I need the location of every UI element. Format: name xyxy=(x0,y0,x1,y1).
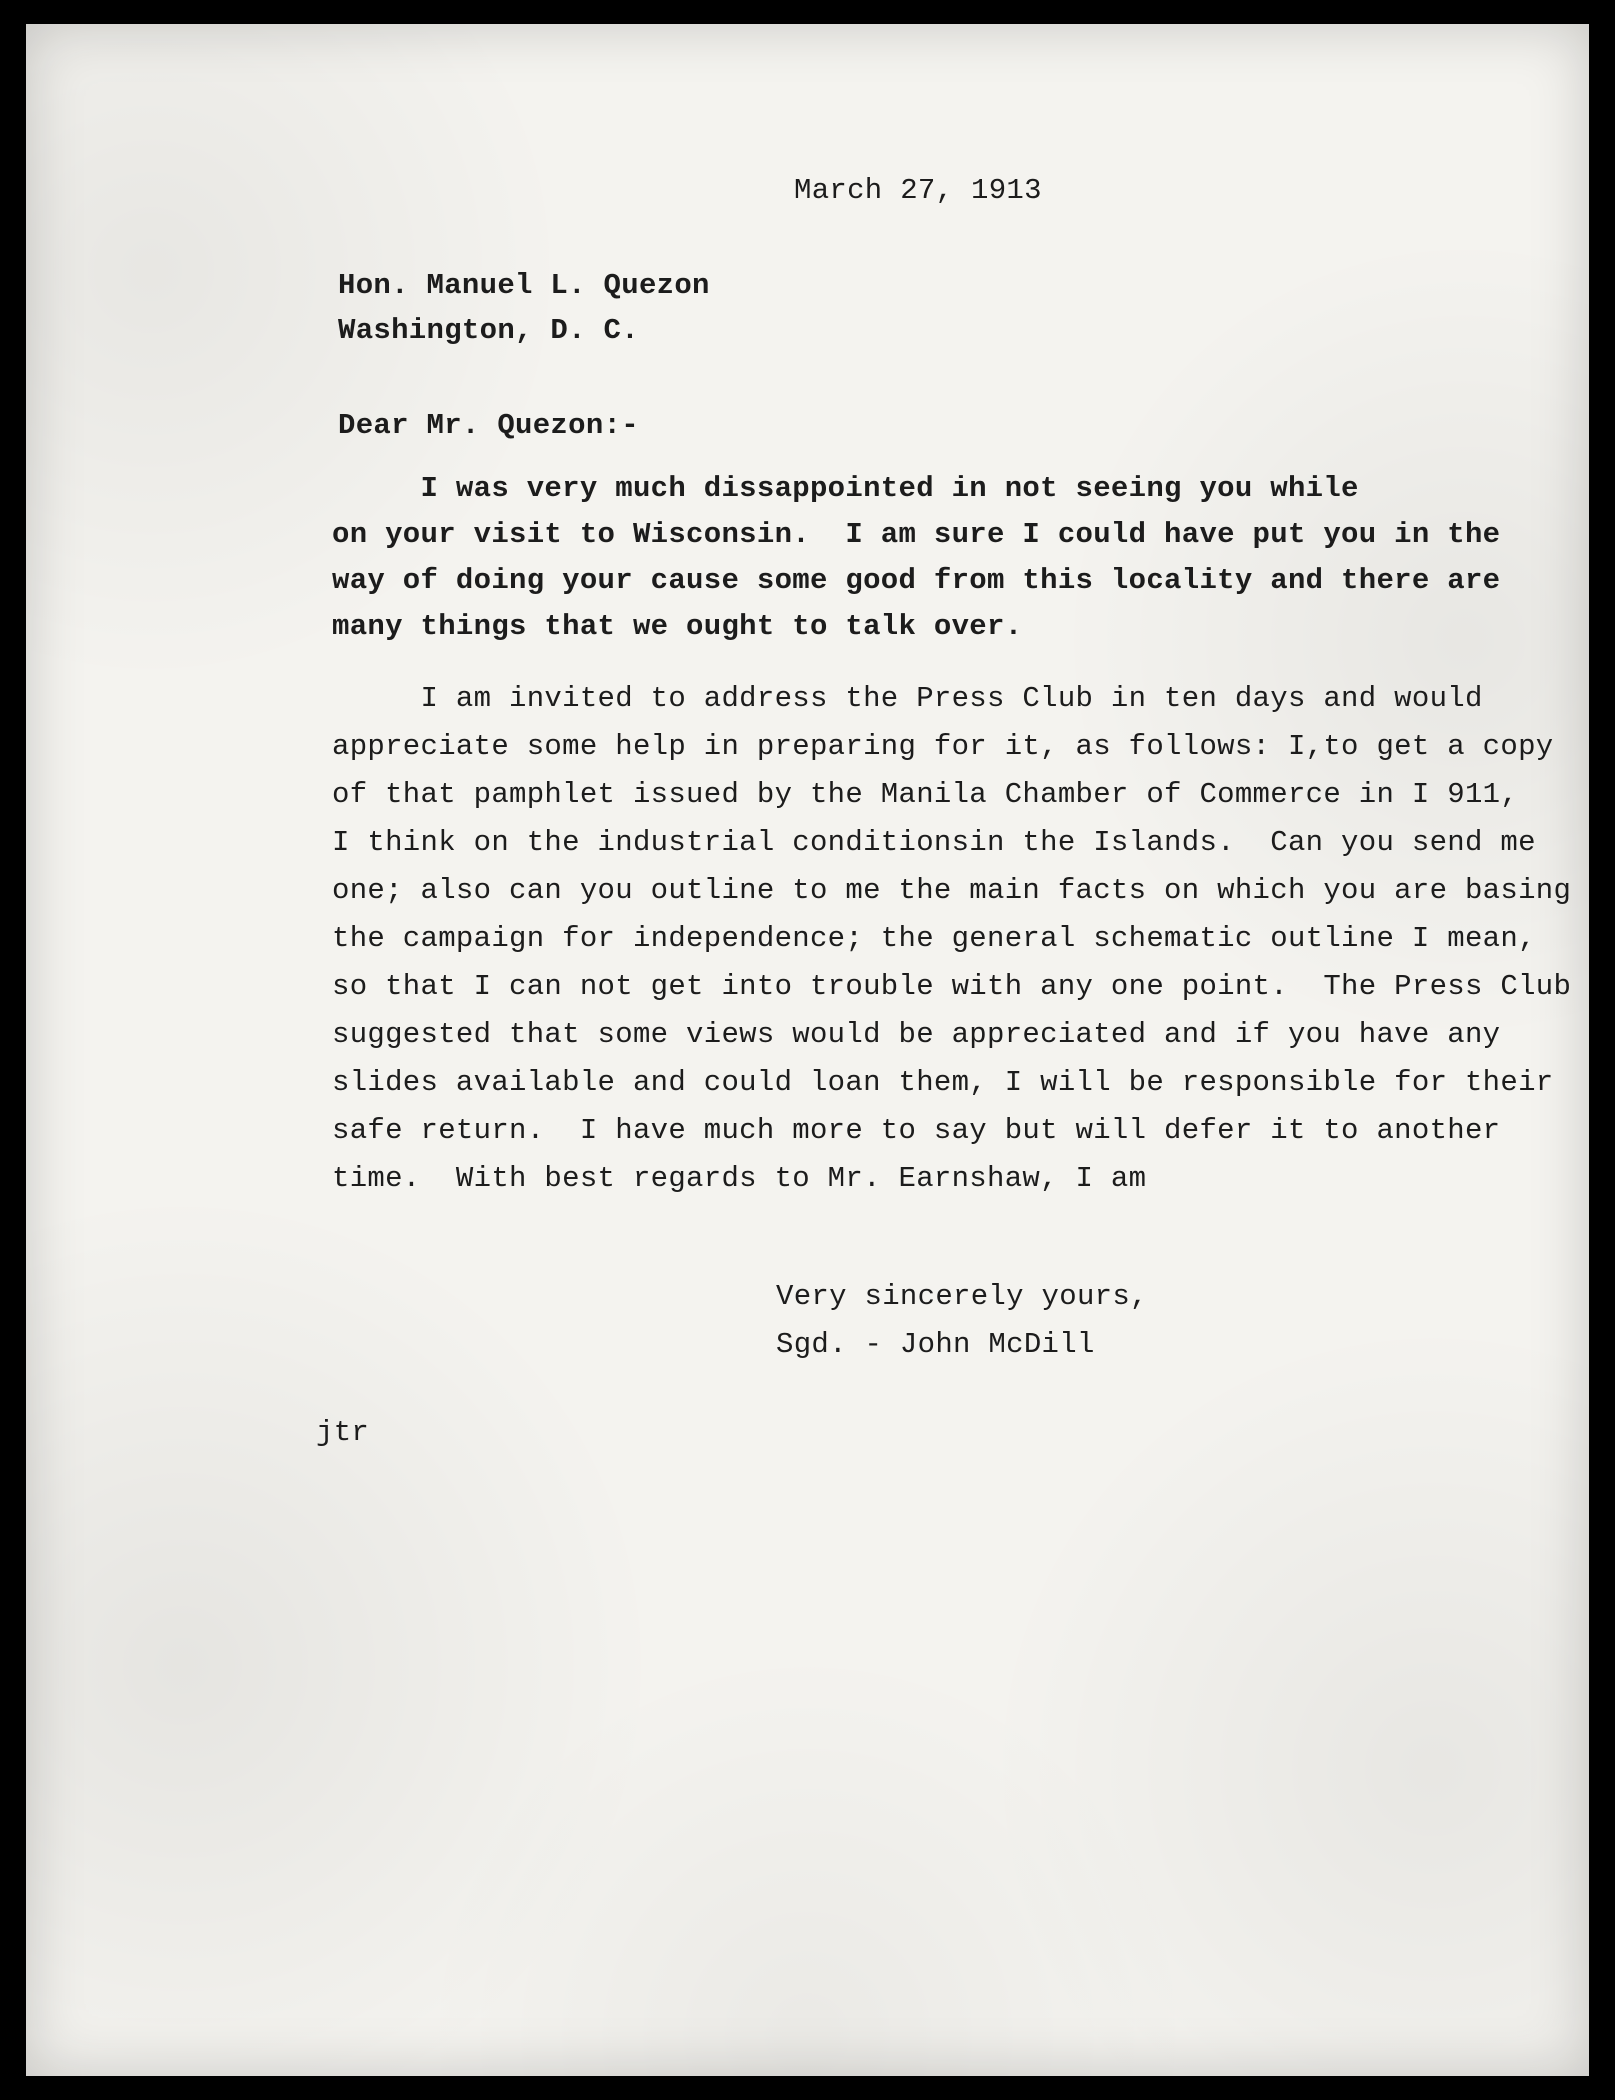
recipient-location: Washington, D. C. xyxy=(338,314,639,347)
paragraph1-line: on your visit to Wisconsin. I am sure I could have put you in the xyxy=(332,518,1501,551)
closing: Very sincerely yours, xyxy=(776,1280,1148,1313)
paragraph2-line: suggested that some views would be appreciated and if you have any xyxy=(332,1018,1501,1051)
paragraph1-line: way of doing your cause some good from this locality and there are xyxy=(332,564,1501,597)
paragraph2-line: appreciate some help in preparing for it, as follows: I,to get a copy xyxy=(332,730,1554,763)
paragraph2-line: the campaign for independence; the general schematic outline I mean, xyxy=(332,922,1536,955)
paragraph2-line: so that I can not get into trouble with any one point. The Press Club xyxy=(332,970,1572,1003)
salutation: Dear Mr. Quezon:- xyxy=(338,409,639,442)
typist-initials: jtr xyxy=(316,1416,370,1449)
paragraph2-line: slides available and could loan them, I will be responsible for their xyxy=(332,1066,1554,1099)
recipient-name: Hon. Manuel L. Quezon xyxy=(338,269,710,302)
paragraph2-line: one; also can you outline to me the main facts on which you are basing xyxy=(332,874,1572,907)
paragraph1-line: many things that we ought to talk over. xyxy=(332,610,1023,643)
paragraph2-line: of that pamphlet issued by the Manila Chamber of Commerce in I 911, xyxy=(332,778,1519,811)
paragraph2-line: I am invited to address the Press Club in ten days and would xyxy=(332,682,1483,715)
paragraph1-line: I was very much dissappointed in not seeing you while xyxy=(332,472,1359,505)
paragraph2-line: time. With best regards to Mr. Earnshaw, I am xyxy=(332,1162,1147,1195)
paragraph2-line: I think on the industrial conditionsin the Islands. Can you send me xyxy=(332,826,1536,859)
signature: Sgd. - John McDill xyxy=(776,1328,1095,1361)
paragraph2-line: safe return. I have much more to say but will defer it to another xyxy=(332,1114,1501,1147)
letter-date: March 27, 1913 xyxy=(794,174,1042,207)
letter-page xyxy=(26,24,1589,2076)
